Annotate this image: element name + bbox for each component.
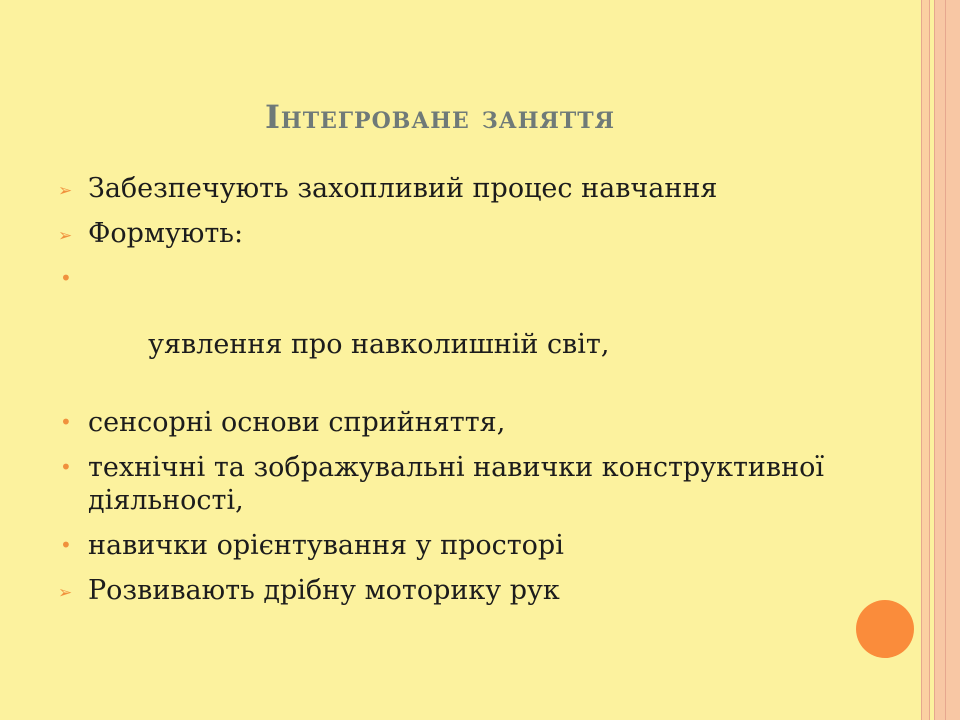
arrow-bullet-icon: ➢ xyxy=(58,181,73,201)
bullet-item xyxy=(58,451,888,517)
bullet-item xyxy=(58,529,888,562)
bullet-text: Розвивають дрібну моторику рук xyxy=(88,575,560,606)
arrow-bullet-icon: ➢ xyxy=(58,226,73,246)
orange-circle-icon xyxy=(856,600,914,658)
bullet-item xyxy=(58,406,888,439)
dot-bullet-icon: • xyxy=(60,533,72,557)
bullet-text: Формують: xyxy=(88,218,244,249)
dot-bullet-icon: • xyxy=(60,410,72,434)
bullet-item xyxy=(58,574,888,607)
edge-line xyxy=(921,0,922,720)
edge-line xyxy=(934,0,935,720)
edge-stripe xyxy=(934,0,960,720)
bullet-text: уявлення про навколишній світ, xyxy=(139,329,610,360)
dot-bullet-icon: • xyxy=(60,266,72,290)
slide-title: Інтегроване заняття xyxy=(264,98,616,136)
dot-bullet-icon: • xyxy=(60,455,72,479)
bullet-item xyxy=(58,217,888,250)
bullet-text: сенсорні основи сприйняття, xyxy=(88,407,506,438)
edge-line xyxy=(945,0,946,720)
bullet-text: технічні та зображувальні навички конструктивної діяльності, xyxy=(88,452,825,516)
bullet-item xyxy=(58,172,888,205)
bullet-item xyxy=(58,262,888,394)
bullet-list xyxy=(58,172,888,619)
edge-line xyxy=(929,0,930,720)
bullet-text: Забезпечують захопливий процес навчання xyxy=(88,173,718,204)
arrow-bullet-icon: ➢ xyxy=(58,583,73,603)
bullet-text: навички орієнтування у просторі xyxy=(88,530,564,561)
